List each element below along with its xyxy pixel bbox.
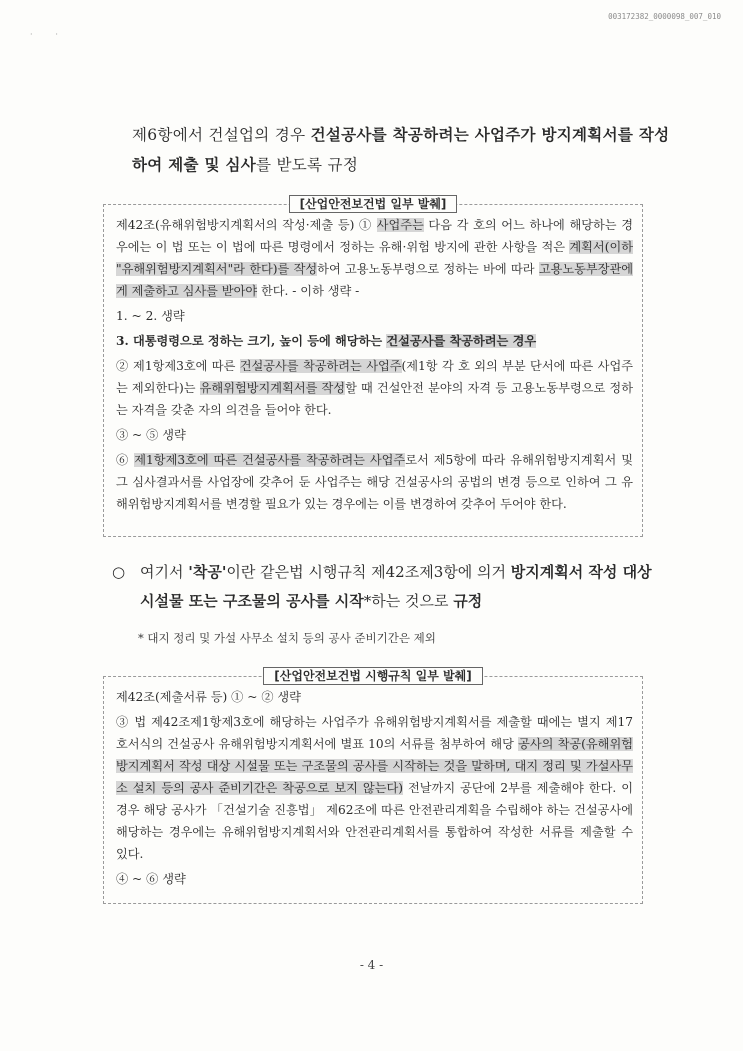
text: 이란 같은법 시행규칙 제42조제3항에 의거: [226, 563, 511, 581]
emphasis: 규정: [453, 592, 483, 610]
highlight: 제1항제3호에 따른 건설공사를 착공하려는 사업주: [134, 453, 406, 467]
article-42-paragraph-6: [116, 449, 633, 515]
intro-paragraph: [132, 120, 672, 180]
highlight: 건설공사를 착공하려는 사업주: [239, 359, 402, 373]
text: *하는 것으로: [363, 592, 454, 610]
law-excerpt-box: [103, 197, 643, 537]
law-excerpt-title: [산업안전보건법 일부 발췌]: [289, 195, 458, 213]
bullet-text: [112, 558, 652, 616]
items-1-2-omitted: 1. ~ 2. 생략: [116, 309, 185, 323]
text: ② 제1항제3호에 따른: [116, 359, 240, 373]
law-excerpt-title-wrap: [104, 193, 642, 215]
article-42-paragraph-1: [116, 214, 633, 302]
highlight: 계획서(이하 "유해위험방지계획서"라 한다)를 작성: [116, 240, 633, 276]
enforcement-rule-title: [산업안전보건법 시행규칙 일부 발췌]: [263, 667, 482, 685]
rule-42-paragraphs-1-2: 제42조(제출서류 등) ① ~ ② 생략: [116, 690, 301, 704]
emphasis: '착공': [188, 563, 227, 581]
text: 다음 각 호의 어느 하나에 해당하는 경우에는 이 법 또는 이 법에 따른 명령에서 정하는 유해·위험 방지에 관한 사항을 적은: [116, 218, 634, 254]
highlight: 고용노동부장관에게 제출하고 심사를 받아야: [116, 262, 634, 298]
document-id: 003172382_0000098_007_010: [608, 12, 721, 21]
rule-42-paragraph-3: [116, 711, 633, 865]
text: 로서 제5항에 따라 유해위험방지계획서 및 그 심사결과서를 사업장에 갖추어 둔 사업주는 해당 건설공사의 공법의 변경 등으로 인하여 그 유해위험방지계획서를 변경할 필요가 있는 경우에는 이를 변경하여 갖추어 두어야 한다.: [116, 453, 634, 511]
highlight: 유해위험방지계획서를 작성: [199, 381, 346, 395]
text: 3. 대통령령으로 정하는 크기, 높이 등에 해당하는: [116, 334, 387, 348]
bullet-paragraph: [112, 558, 652, 616]
item-3: [116, 330, 633, 352]
paragraphs-3-5-omitted: ③ ~ ⑤ 생략: [116, 428, 186, 442]
text: 하여 고용노동부령으로 정하는 바에 따라: [317, 262, 539, 276]
intro-text: 제6항에서 건설업의 경우: [132, 126, 311, 144]
scan-mark: · ·: [30, 30, 58, 39]
text: (제1항 각 호 외의 부분 단서에 따른 사업주는 제외한다)는: [116, 359, 633, 395]
text: ⑥: [116, 453, 135, 467]
highlight: 건설공사를 착공하려는 경우: [386, 334, 537, 348]
text: 여기서: [140, 563, 189, 581]
footnote: * 대지 정리 및 가설 사무소 설치 등의 공사 준비기간은 제외: [138, 631, 436, 645]
enforcement-rule-excerpt-box: [103, 669, 643, 904]
rule-42-paragraphs-4-6-omitted: ④ ~ ⑥ 생략: [116, 872, 186, 886]
text: 한다. - 이하 생략 -: [257, 284, 360, 298]
text: ③ 법 제42조제1항제3호에 해당하는 사업주가 유해위험방지계획서를 제출할 때에는 별지 제17호서식의 건설공사 유해위험방지계획서에 별표 10의 서류를 첨부하여 해당: [116, 715, 633, 751]
intro-text-end: 를 받도록 규정: [256, 156, 359, 174]
highlight: 공사의 착공(유해위험방지계획서 작성 대상 시설물 또는 구조물의 공사를 시작하는 것을 말하며, 대지 정리 및 가설사무소 설치 등의 공사 준비기간은 착공으로 보지 않는다): [116, 737, 633, 795]
intro-emphasis: 건설공사를 착공하려는 사업주가 방지계획서를 작성하여 제출 및 심사: [132, 125, 670, 174]
text: 할 때 건설안전 분야의 자격 등 고용노동부령으로 정하는 자격을 갖춘 자의 의견을 들어야 한다.: [116, 381, 633, 417]
article-42-paragraph-2: [116, 355, 633, 421]
page-number: - 4 -: [359, 958, 384, 972]
enforcement-rule-title-wrap: [104, 665, 642, 687]
text: 제42조(유해위험방지계획서의 작성·제출 등) ①: [116, 218, 377, 232]
bullet-circle-icon: ○: [112, 563, 126, 581]
text: 전날까지 공단에 2부를 제출해야 한다. 이 경우 해당 공사가 「건설기술 진흥법」 제62조에 따른 안전관리계획을 수립해야 하는 건설공사에 해당하는 경우에는 유해위험방지계획서와 안전관리계획서를 통합하여 작성한 서류를 제출할 수 있다.: [116, 781, 633, 861]
emphasis: 방지계획서 작성 대상 시설물 또는 구조물의 공사를 시작: [140, 563, 652, 610]
highlight: 사업주는: [376, 218, 424, 232]
